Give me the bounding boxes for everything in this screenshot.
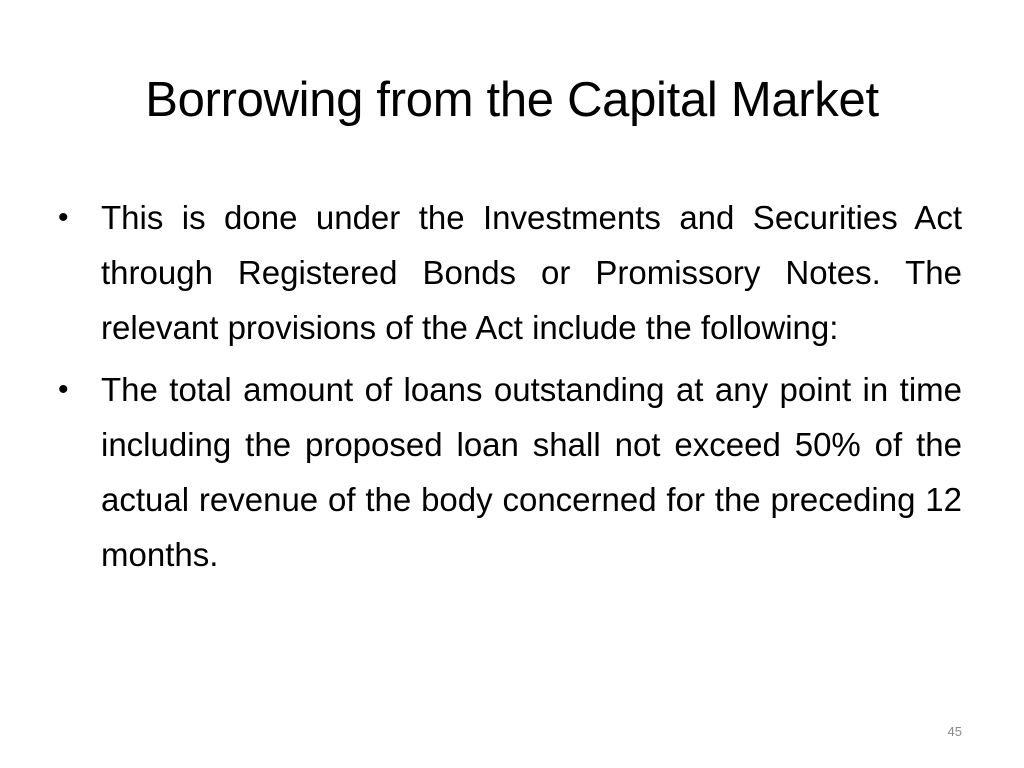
bullet-item-1 <box>58 190 962 355</box>
bullet-text-2: The total amount of loans outstanding at any point in time including the proposed loan shall not exceed 50% of the actual revenue of the body concerned for the preceding 12 months. <box>101 371 962 573</box>
page-number: 45 <box>947 724 962 739</box>
bullet-text-1: This is done under the Investments and Securities Act through Registered Bonds or Promissory Notes. The relevant provisions of the Act include the following: <box>101 199 962 346</box>
bullet-marker-icon: • <box>58 373 69 406</box>
slide-title: Borrowing from the Capital Market <box>145 73 879 127</box>
bullet-item-2 <box>58 362 962 582</box>
bullet-marker-icon: • <box>58 201 69 234</box>
bullet-list <box>58 190 962 582</box>
